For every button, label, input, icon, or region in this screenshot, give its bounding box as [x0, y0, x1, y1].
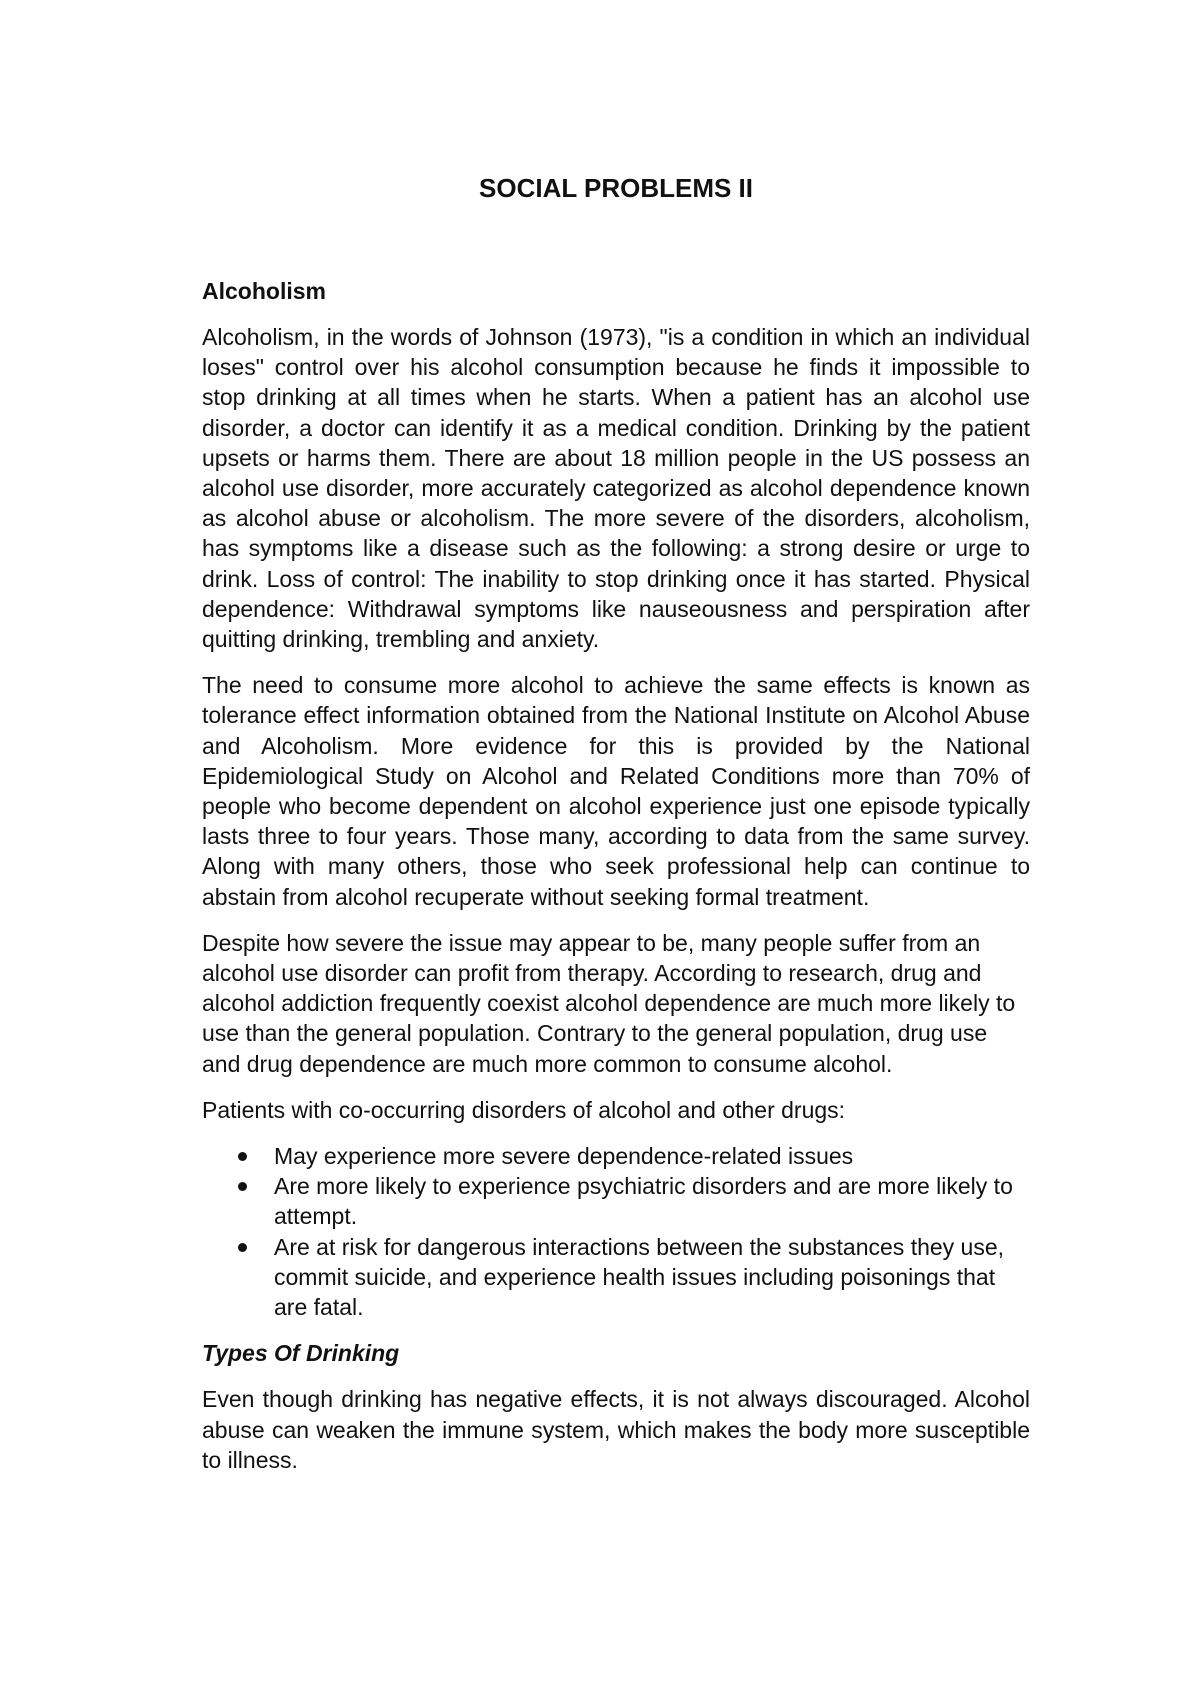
- list-item-text: Are at risk for dangerous interactions between the substances they use, commit suicide, and experience health issues including poisonings that are fatal.: [274, 1233, 1005, 1321]
- paragraph-alcoholism-definition: Alcoholism, in the words of Johnson (1973), "is a condition in which an individual loses" control over his alcohol consumption because he finds it impossible to stop drinking at all times when he starts. When a patient has an alcohol use disorder, a doctor can identify it as a medical condition. Drinking by the patient upsets or harms them. There are about 18 million people in the US possess an alcohol use disorder, more accurately categorized as alcohol dependence known as alcohol abuse or alcoholism. The more severe of the disorders, alcoholism, has symptoms like a disease such as the following: a strong desire or urge to drink. Loss of control: The inability to stop drinking once it has started. Physical dependence: Withdrawal symptoms like nauseousness and perspiration after quitting drinking, trembling and anxiety.: [202, 324, 1030, 653]
- list-item: [202, 1232, 1030, 1323]
- list-item-text: May experience more severe dependence-related issues: [274, 1143, 854, 1170]
- paragraph-therapy-benefit: Despite how severe the issue may appear to be, many people suffer from an alcohol use disorder can profit from therapy. According to research, drug and alcohol addiction frequently coexist alcohol dependence are much more likely to use than the general population. Contrary to the general population, drug use and drug dependence are much more common to consume alcohol.: [202, 929, 1016, 1077]
- bullet-icon: [238, 1243, 247, 1252]
- list-item: [202, 1141, 1030, 1171]
- bullet-icon: [238, 1152, 247, 1161]
- paragraph-co-occurring-intro: Patients with co-occurring disorders of alcohol and other drugs:: [202, 1096, 846, 1123]
- section-heading-alcoholism: Alcoholism: [202, 278, 326, 304]
- page-title: SOCIAL PROBLEMS II: [479, 173, 753, 203]
- paragraph-tolerance-effect: The need to consume more alcohol to achieve the same effects is known as tolerance effect information obtained from the National Institute on Alcohol Abuse and Alcoholism. More evidence for this is provided by the National Epidemiological Study on Alcohol and Related Conditions more than 70% of people who become dependent on alcohol experience just one episode typically lasts three to four years. Those many, according to data from the same survey. Along with many others, those who seek professional help can continue to abstain from alcohol recuperate without seeking formal treatment.: [202, 672, 1030, 910]
- document-body: [202, 276, 1030, 1491]
- list-item: [202, 1171, 1030, 1231]
- section-heading-types-of-drinking: Types Of Drinking: [202, 1340, 400, 1367]
- list-item-text: Are more likely to experience psychiatric disorders and are more likely to attempt.: [274, 1173, 1013, 1230]
- bullet-icon: [238, 1182, 247, 1191]
- paragraph-drinking-effects: Even though drinking has negative effects, it is not always discouraged. Alcohol abuse can weaken the immune system, which makes the body more susceptible to illness.: [202, 1386, 1030, 1473]
- co-occurring-risk-list: [202, 1141, 1030, 1322]
- document-page: [202, 0, 1030, 1698]
